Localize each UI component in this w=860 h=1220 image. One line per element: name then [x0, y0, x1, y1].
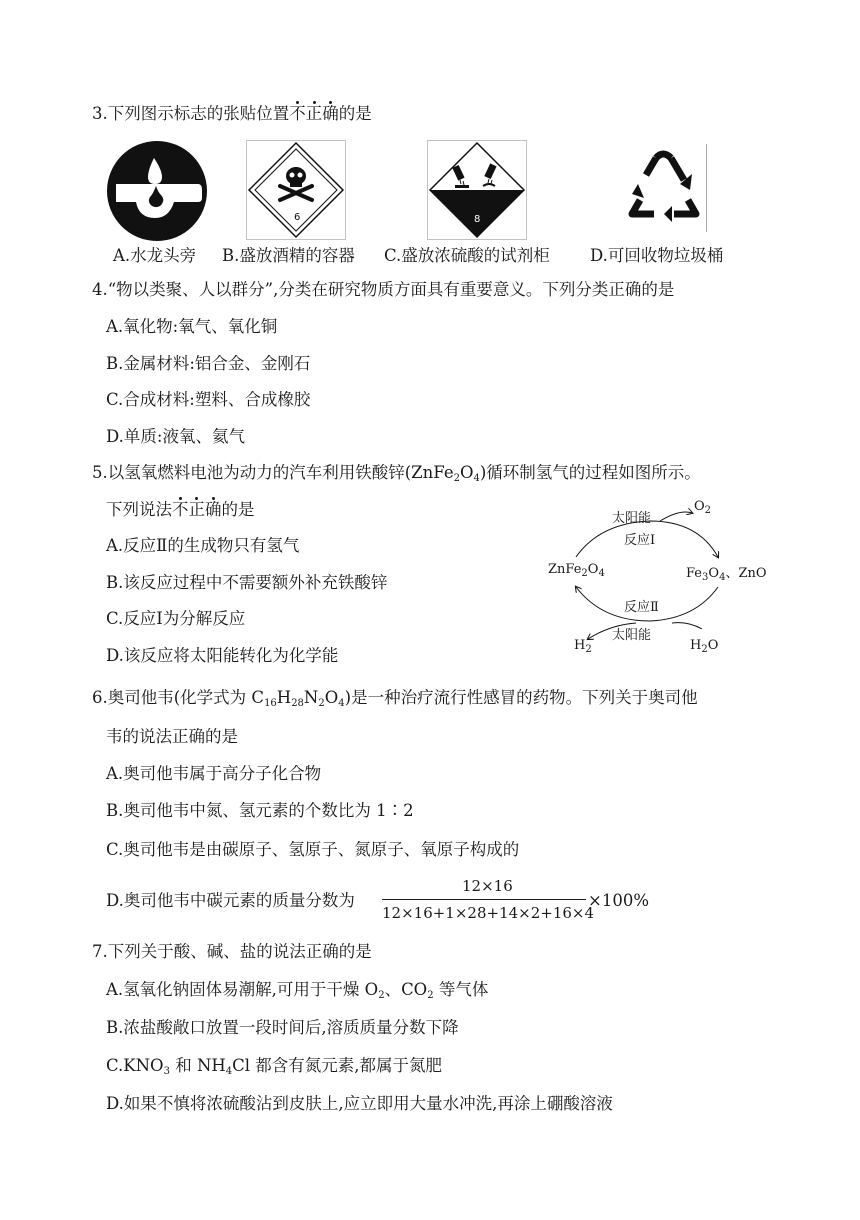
diagram-top-energy: 太阳能 — [612, 511, 652, 526]
q4-option-b: B.金属材料:铝合金、金刚石 — [106, 354, 311, 373]
q5-stem-line2: 下列说法不正确的是 — [106, 500, 255, 519]
emphasis-char: 确 — [322, 104, 339, 123]
q5-stem-line1: 5.以氢氧燃料电池为动力的汽车利用铁酸锌$(ZnFe_2O_4)$循环制氢气的过程如图所示。 — [92, 463, 701, 484]
q7-option-a: A.氢氧化钠固体易潮解,可用于干燥 $O_2$、$CO_2$ 等气体 — [106, 980, 489, 1001]
fraction-bar — [382, 899, 586, 900]
q3-caption-b: B.盛放酒精的容器 — [222, 246, 355, 265]
emphasis-char: 不 — [172, 500, 189, 519]
diagram-top-product: $O_2$ — [694, 499, 712, 516]
diagram-left-species: $ZnFe_2O_4$ — [548, 562, 605, 579]
q4-option-c: C.合成材料:塑料、合成橡胶 — [106, 390, 311, 409]
corrosive-icon — [427, 140, 527, 240]
diagram-right-species: $Fe_3O_4$、ZnO — [686, 566, 767, 583]
q3-caption-a: A.水龙头旁 — [113, 246, 197, 265]
q7-stem: 7.下列关于酸、碱、盐的说法正确的是 — [92, 942, 372, 961]
fraction-denominator: 12×16+1×28+14×2+16×4 — [382, 904, 595, 922]
q6-option-c: C.奥司他韦是由碳原子、氢原子、氮原子、氧原子构成的 — [106, 840, 520, 859]
q5-option-b: B.该反应过程中不需要额外补充铁酸锌 — [106, 573, 388, 592]
q3-caption-d: D.可回收物垃圾桶 — [590, 246, 724, 265]
q6-stem-line2: 韦的说法正确的是 — [106, 727, 238, 746]
q7-option-b: B.浓盐酸敞口放置一段时间后,溶质质量分数下降 — [106, 1018, 459, 1037]
diagram-bottom-reactant: $H_2O$ — [690, 638, 719, 655]
q6-option-b: B.奥司他韦中氮、氢元素的个数比为 1∶2 — [106, 801, 414, 820]
toxic-skull-icon — [246, 140, 346, 240]
q5-option-d: D.该反应将太阳能转化为化学能 — [106, 646, 339, 665]
fraction-numerator: 12×16 — [462, 877, 513, 895]
diagram-bottom-product: $H_2$ — [574, 638, 592, 655]
q7-option-c: $C.KNO_3$ 和 $NH_4Cl$ 都含有氮元素,都属于氮肥 — [106, 1056, 443, 1077]
diagram-bottom-energy: 太阳能 — [612, 628, 652, 643]
diagram-reaction-1: 反应Ⅰ — [624, 533, 656, 548]
emphasis-char: 正 — [305, 104, 323, 123]
recycle-icon — [616, 140, 712, 236]
q5-option-a: A.反应Ⅱ的生成物只有氢气 — [106, 536, 300, 555]
emphasis-char: 不 — [289, 104, 306, 123]
q6-stem-line1: 6.奥司他韦(化学式为 $C_{16}H_{28}N_2O_4$)是一种治疗流行性感冒的药物。下列关于奥司他 — [92, 688, 698, 709]
q7-option-d: D.如果不慎将浓硫酸沾到皮肤上,应立即用大量水冲洗,再涂上硼酸溶液 — [106, 1094, 613, 1113]
sign-class-number: 8 — [474, 214, 481, 225]
q6-option-d-prefix: D.奥司他韦中碳元素的质量分数为 — [106, 891, 355, 910]
q3-caption-c: C.盛放浓硫酸的试剂柜 — [384, 246, 550, 265]
q5-option-c: C.反应Ⅰ为分解反应 — [106, 609, 246, 628]
q3-stem: 3.下列图示标志的张贴位置不正确的是 — [92, 104, 372, 123]
water-saving-icon — [106, 140, 208, 242]
sign-class-number: 6 — [294, 212, 301, 223]
q4-option-a: A.氧化物:氧气、氧化铜 — [106, 317, 278, 336]
q4-stem: 4.“物以类聚、人以群分”,分类在研究物质方面具有重要意义。下列分类正确的是 — [92, 280, 675, 299]
q6-option-a: A.奥司他韦属于高分子化合物 — [106, 764, 322, 783]
q4-option-d: D.单质:液氧、氦气 — [106, 427, 245, 446]
diagram-reaction-2: 反应Ⅱ — [624, 600, 659, 615]
q6-option-d-suffix: ×100% — [588, 891, 649, 910]
emphasis-char: 确 — [205, 500, 222, 519]
emphasis-char: 正 — [188, 500, 205, 519]
